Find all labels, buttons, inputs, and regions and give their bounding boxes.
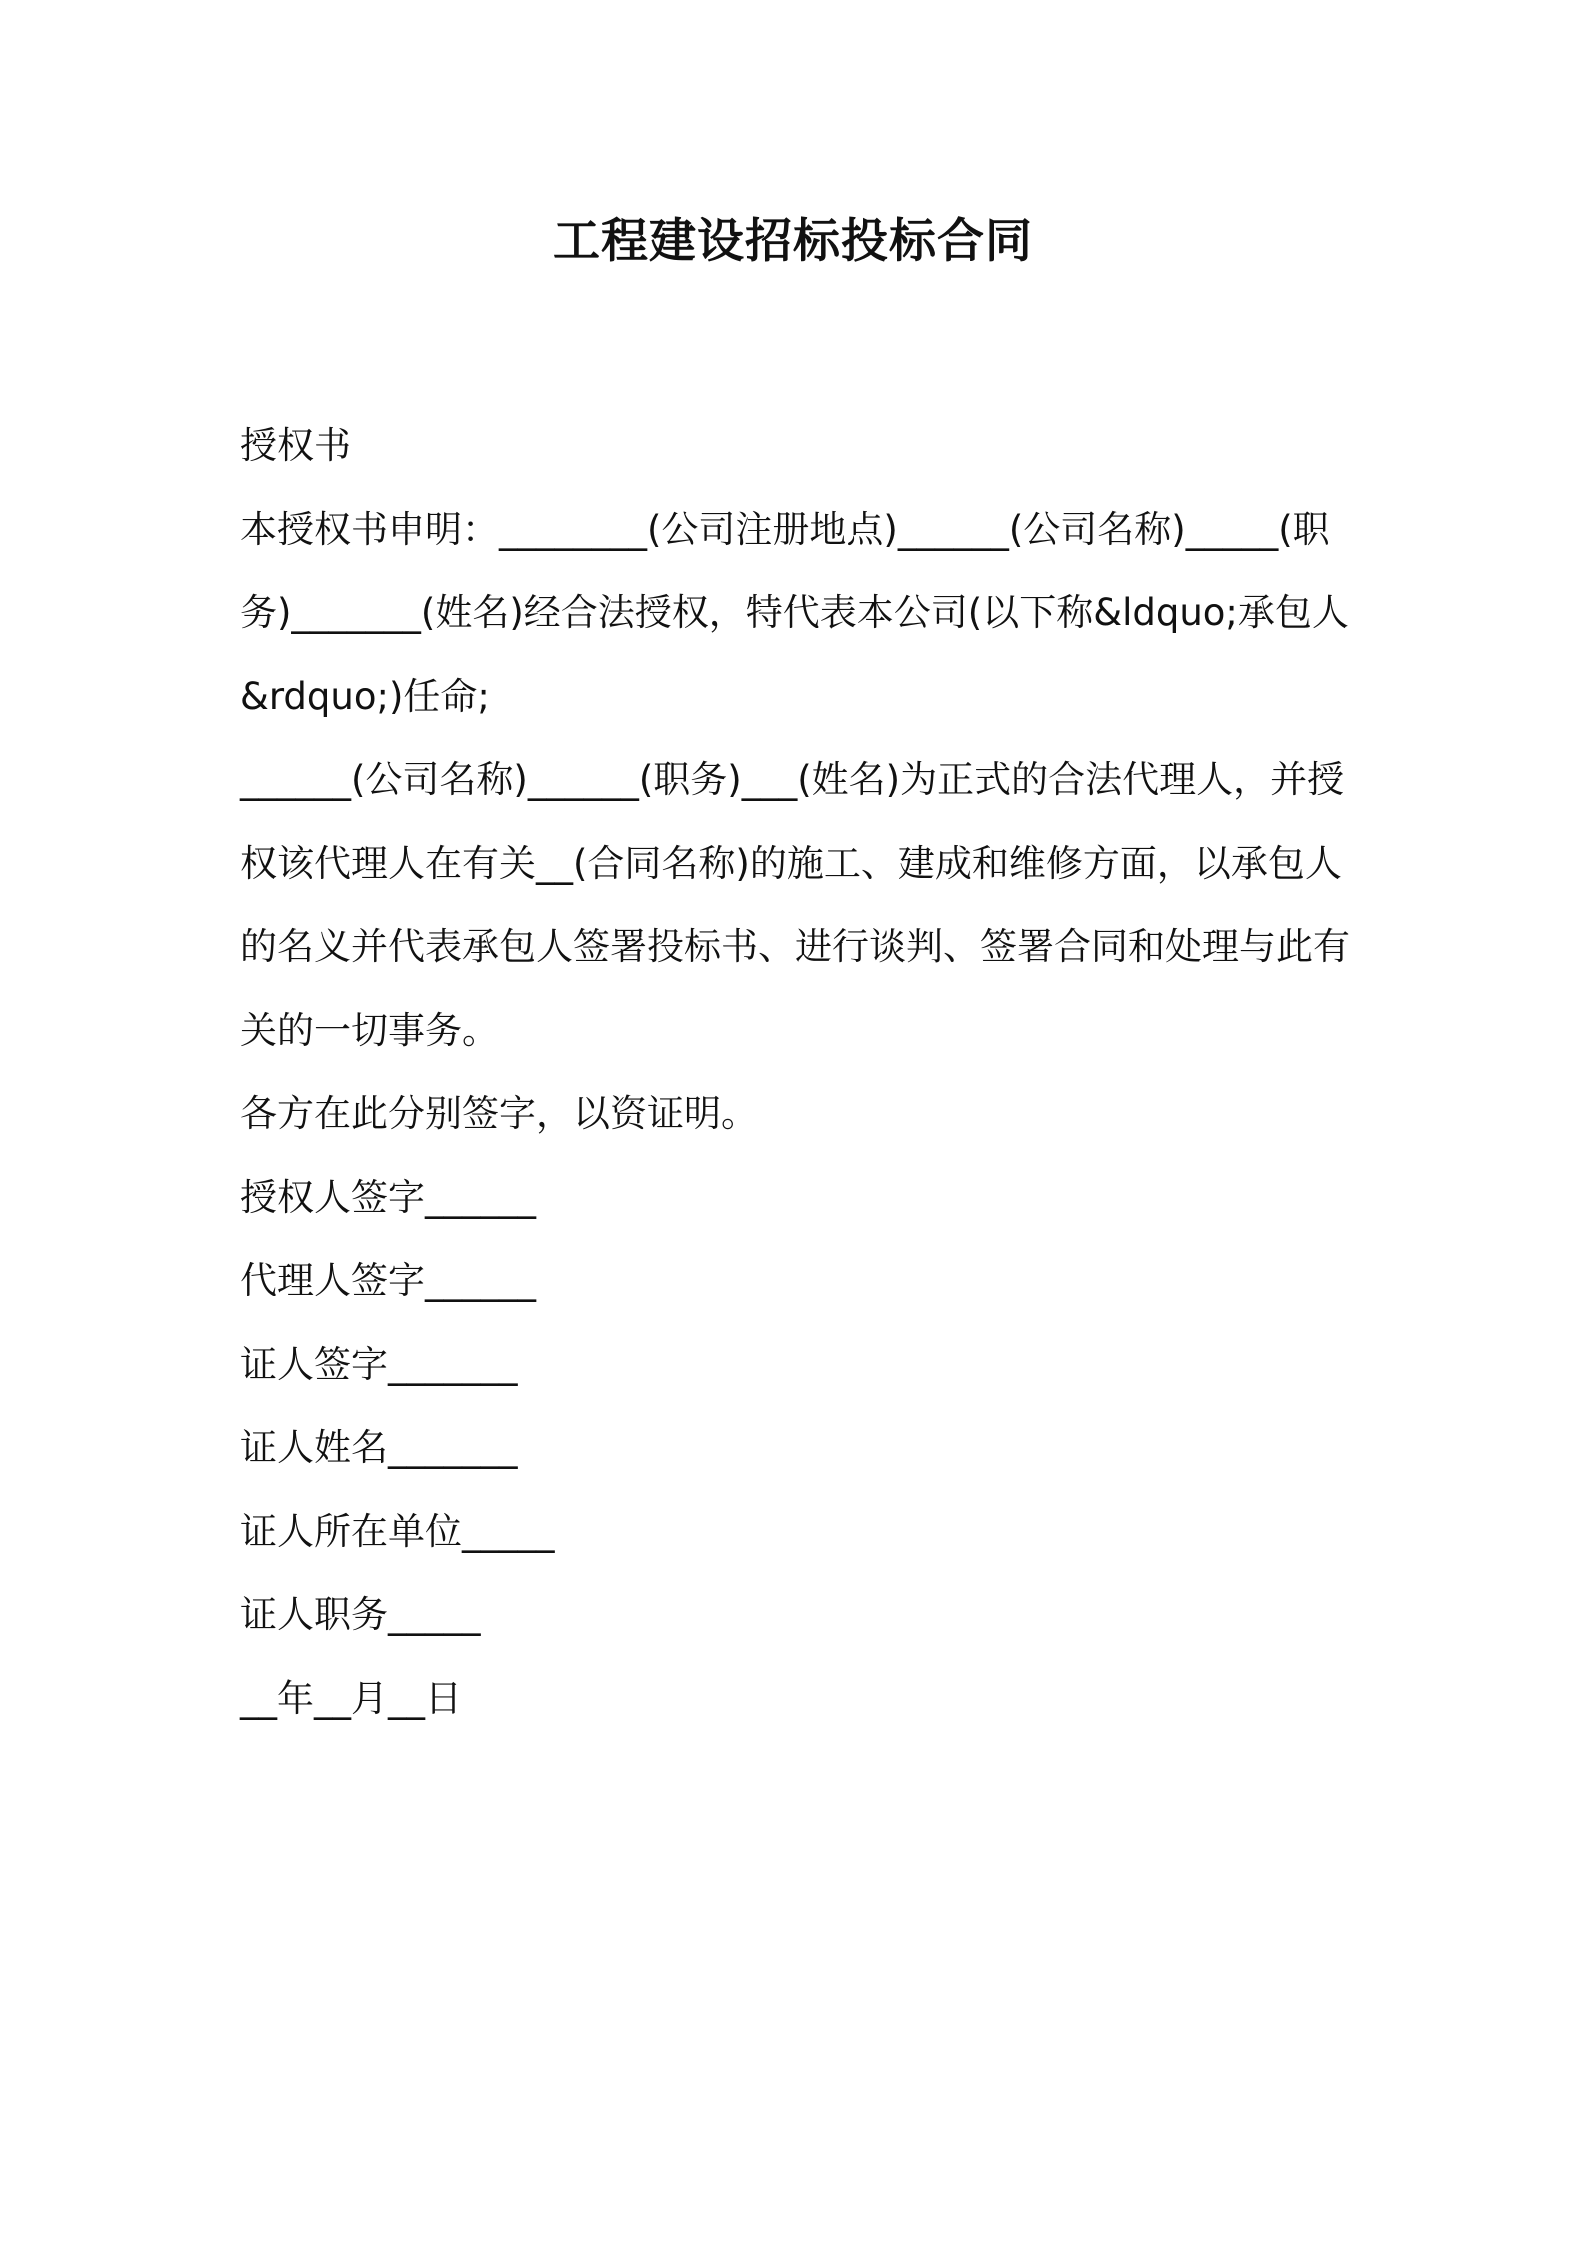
witness-position-line: 证人职务_____	[240, 1593, 481, 1636]
witness-company-line: 证人所在单位_____	[240, 1509, 555, 1553]
paragraph-witness-statement: 各方在此分别签字，以资证明。	[240, 1092, 758, 1135]
date-line: __年__月__日	[240, 1676, 462, 1720]
witness-name-line: 证人姓名_______	[240, 1426, 518, 1469]
document-body	[240, 404, 1360, 1740]
agent-signature-line: 代理人签字______	[240, 1259, 536, 1302]
document-title: 工程建设招标投标合同	[553, 214, 1033, 269]
section-heading: 授权书	[240, 424, 351, 467]
paragraph-appointment: ______(公司名称)______(职务)___(姓名)为正式的合法代理人，并授权该代理人在有关__(合同名称)的施工、建成和维修方面，以承包人的名义并代表承包人签署投标书、进行谈判、签署合同和处理与此有关的一切事务。	[240, 758, 1350, 1052]
authorizer-signature-line: 授权人签字______	[240, 1175, 536, 1219]
witness-signature-line: 证人签字_______	[240, 1342, 518, 1386]
paragraph-declaration: 本授权书申明：________(公司注册地点)______(公司名称)_____(职务)_______(姓名)经合法授权，特代表本公司(以下称&ldquo;承包人&rdquo;)任命;	[240, 507, 1349, 718]
